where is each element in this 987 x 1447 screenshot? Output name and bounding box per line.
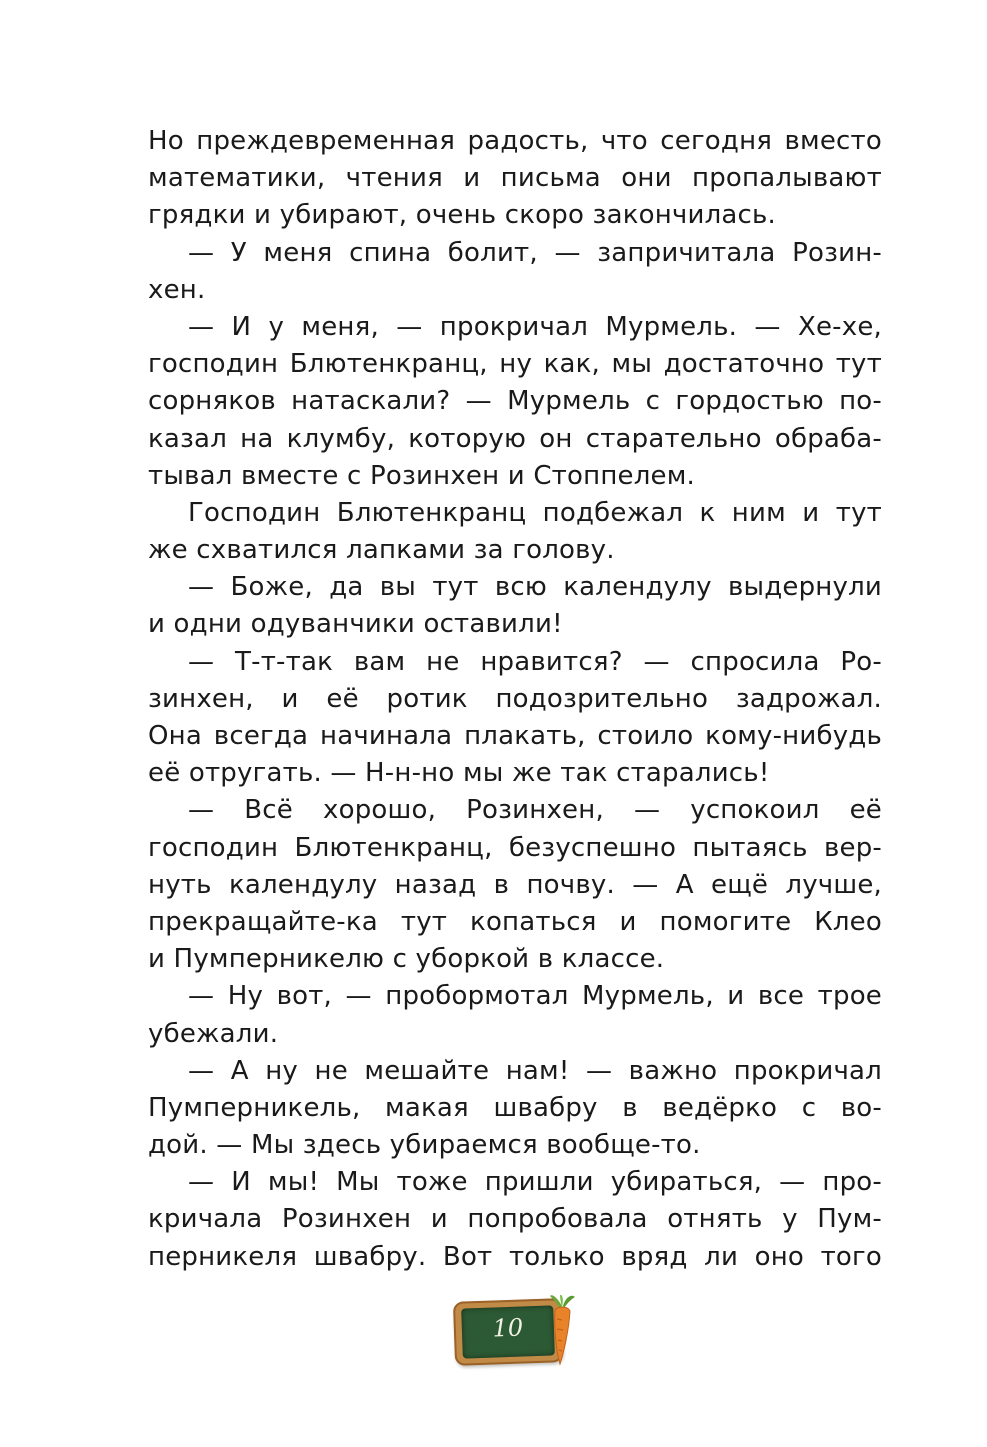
text-line: — И мы! Мы тоже пришли убираться, — про- <box>188 1167 882 1198</box>
chalkboard-surface <box>461 1305 555 1358</box>
text-line: — Т-т-так вам не нравится? — спросила Ро- <box>188 646 882 677</box>
text-line: грядки и убирают, очень скоро закончилась. <box>148 200 777 231</box>
text-line: же схватился лапками за голову. <box>148 535 615 566</box>
text-line: зинхен, и её ротик подозрительно задрожал. <box>148 683 882 714</box>
text-line: сорняков натаскали? — Мурмель с гордостью по- <box>148 386 882 417</box>
text-line: математики, чтения и письма они пропалывают <box>148 163 882 194</box>
text-line: прекращайте-ка тут копаться и помогите Клео <box>148 906 882 937</box>
text-line: и Пумперникелю с уборкой в классе. <box>148 944 665 975</box>
text-line: дой. — Мы здесь убираемся вообще-то. <box>148 1130 701 1161</box>
text-line: убежали. <box>148 1018 279 1049</box>
text-line: — У меня спина болит, — запричитала Розин- <box>188 237 882 268</box>
text-line: Она всегда начинала плакать, стоило кому-нибудь <box>148 721 882 751</box>
text-line: перникеля швабру. Вот только вряд ли оно того <box>148 1241 882 1272</box>
text-line: хен. <box>148 274 206 305</box>
page-number: 10 <box>492 1313 524 1343</box>
text-line: её отругать. — Н-н-но мы же так старались! <box>148 758 770 789</box>
text-line: кричала Розинхен и попробовала отнять у Пум- <box>148 1204 882 1235</box>
text-line: господин Блютенкранц, безуспешно пытаясь вер- <box>148 832 882 863</box>
carrot-icon <box>542 1294 582 1370</box>
text-line: Пумперникель, макая швабру в ведёрко с во- <box>148 1092 882 1123</box>
text-line: Господин Блютенкранц подбежал к ним и тут <box>188 497 882 528</box>
text-line: — А ну не мешайте нам! — важно прокричал <box>188 1055 882 1086</box>
text-line: и одни одуванчики оставили! <box>148 609 563 640</box>
page-number-badge <box>454 1294 586 1370</box>
text-line: тывал вместе с Розинхен и Стоппелем. <box>148 460 696 491</box>
text-line: казал на клумбу, которую он старательно обраба- <box>148 423 882 454</box>
text-line: господин Блютенкранц, ну как, мы достаточно тут <box>148 349 882 380</box>
text-line: — Боже, да вы тут всю календулу выдернули <box>188 572 882 603</box>
body-text <box>148 123 882 1276</box>
text-line: нуть календулу назад в почву. — А ещё лучше, <box>148 869 882 900</box>
text-line: — Всё хорошо, Розинхен, — успокоил её <box>188 795 882 826</box>
text-line: — И у меня, — прокричал Мурмель. — Хе-хе, <box>188 311 882 342</box>
text-line: Но преждевременная радость, что сегодня вместо <box>148 126 882 156</box>
text-line: — Ну вот, — пробормотал Мурмель, и все трое <box>188 981 882 1012</box>
